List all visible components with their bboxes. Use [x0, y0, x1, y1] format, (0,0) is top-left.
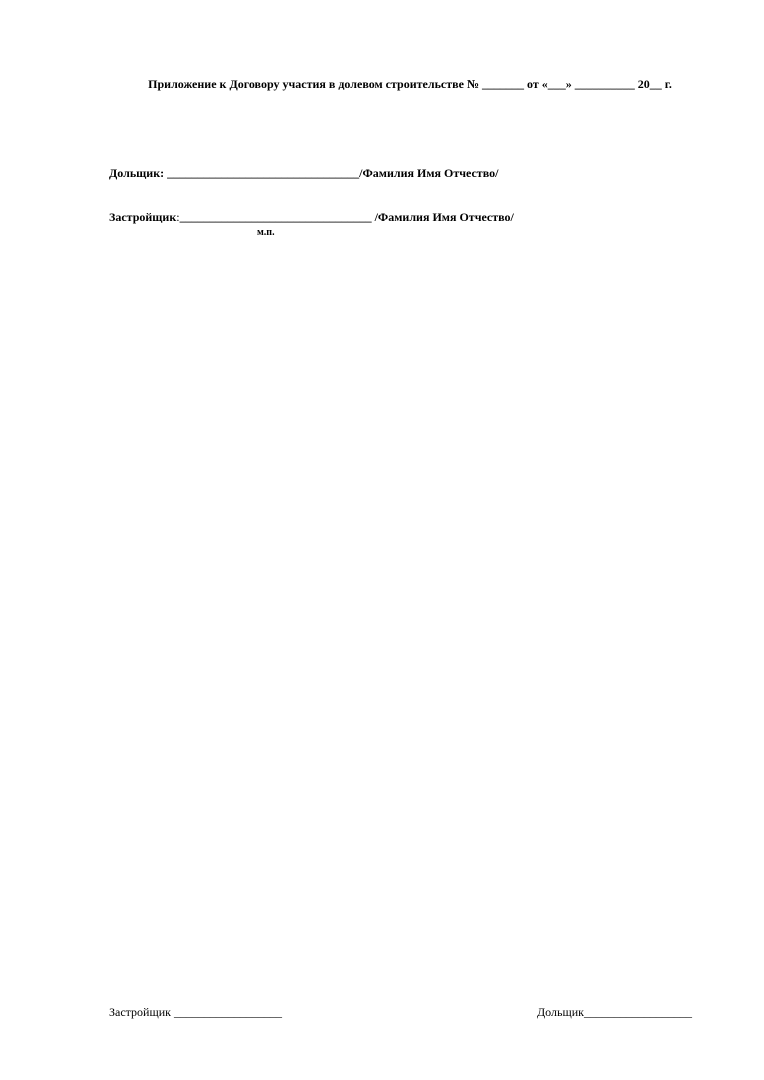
document-header: Приложение к Договору участия в долевом строительстве № _______ от «___» __________ 20__ г. — [148, 77, 672, 91]
zastroyshchik-signature-blank: ________________________________ — [179, 210, 375, 224]
zastroyshchik-fio: /Фамилия Имя Отчество/ — [374, 210, 514, 224]
dolshik-fio: /Фамилия Имя Отчество/ — [359, 166, 499, 180]
dolshik-label: Дольщик: — [109, 166, 168, 180]
zastroyshchik-label: Застройщик — [109, 210, 177, 224]
dolshik-signature-blank: ________________________________ — [167, 166, 360, 180]
zastroyshchik-colon: : — [176, 210, 180, 224]
dolshik-signature-line — [109, 166, 498, 181]
footer-dolshik-signature: Дольщик__________________ — [537, 1005, 692, 1019]
footer-zastroyshchik-signature: Застройщик __________________ — [109, 1005, 282, 1019]
zastroyshchik-signature-line — [109, 210, 514, 225]
stamp-place-label: м.п. — [257, 227, 275, 238]
